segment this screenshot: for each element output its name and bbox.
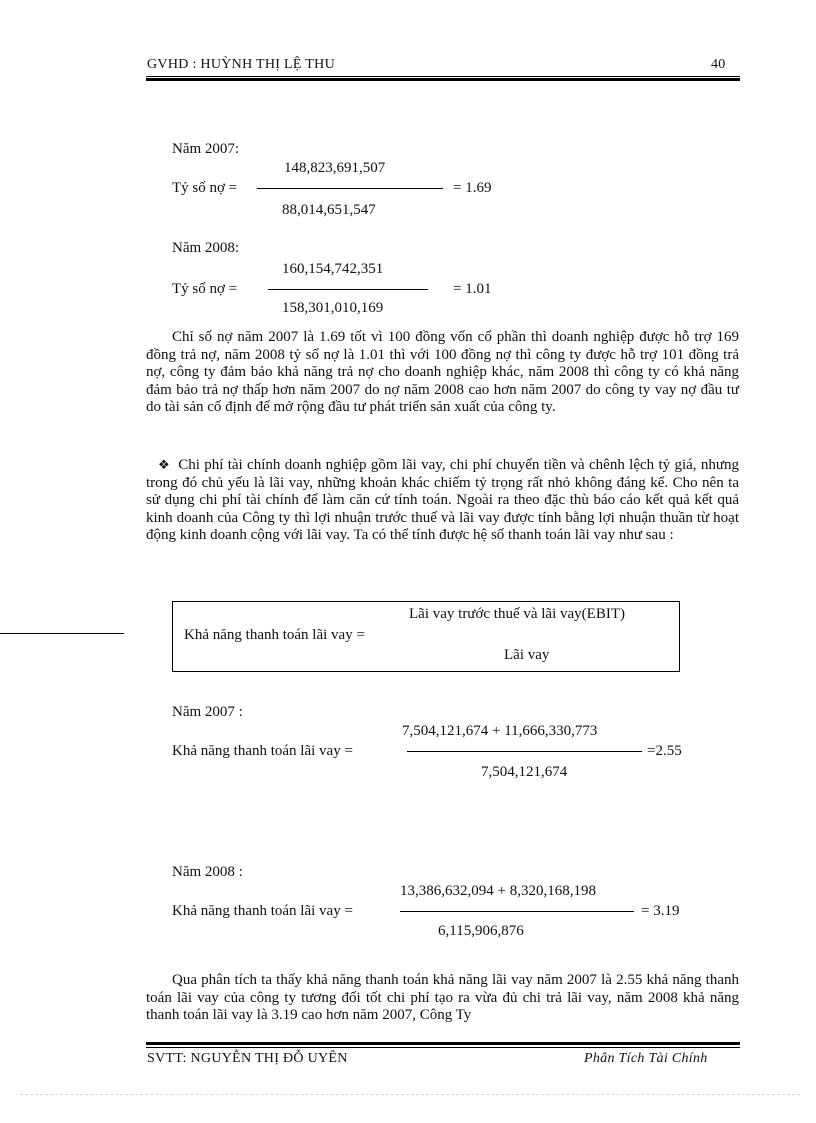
diamond-bullet-icon: ❖ <box>158 457 171 472</box>
coverage-2008-denominator: 6,115,906,876 <box>438 923 524 939</box>
fraction-line <box>268 289 428 290</box>
debt-ratio-2007-label: Tỷ số nợ = <box>172 180 238 196</box>
footer-rule-thick <box>146 1042 740 1045</box>
debt-ratio-2007-year: Năm 2007: <box>172 141 240 157</box>
footer-author: SVTT: NGUYỄN THỊ ĐỖ UYÊN <box>147 1051 348 1066</box>
header-rule-thick <box>146 78 740 81</box>
page-number: 40 <box>711 57 726 72</box>
coverage-2008-result: = 3.19 <box>641 903 680 919</box>
header-rule-thin <box>146 76 740 77</box>
debt-ratio-2008-denominator: 158,301,010,169 <box>282 300 384 316</box>
debt-ratio-2008-year: Năm 2008: <box>172 240 240 256</box>
coverage-2008-label: Khả năng thanh toán lãi vay = <box>172 903 353 919</box>
formula-numerator: Lãi vay trước thuế và lãi vay(EBIT) <box>409 606 625 622</box>
header-title: GVHD : HUỲNH THỊ LỆ THU <box>147 57 335 72</box>
coverage-2007-year: Năm 2007 : <box>172 704 243 720</box>
margin-line <box>0 633 124 634</box>
paragraph-debt-analysis: Chỉ số nợ năm 2007 là 1.69 tốt vì 100 đồng vốn cổ phần thì doanh nghiệp được hỗ trợ 169 đồng trả nợ, năm 2008 tỷ số nợ là 1.01 thì với 100 đồng nợ thì công ty được hỗ trợ 101 đồng trả nợ, công ty đảm bảo khả năng trả nợ cho doanh nghiệp khác, năm 2008 thì công ty có khả năng đảm bảo trả nợ thấp hơn năm 2007 do nợ năm 2008 cao hơn năm 2007 do công ty vay nợ đầu tư do tài sản cố định để mở rộng đầu tư phát triển sản xuất của công ty. <box>146 329 739 415</box>
fraction-line <box>407 751 642 752</box>
formula-denominator: Lãi vay <box>504 647 550 663</box>
fraction-line <box>257 188 443 189</box>
paragraph-financial-costs-text: Chi phí tài chính doanh nghiệp gồm lãi vay, chi phí chuyển tiền và chênh lệch tỷ giá, nhưng trong đó chủ yếu là lãi vay, những khoản khác chiếm tỷ trọng rất nhỏ không đáng kể. Cho nên ta sử dụng chi phí tài chính để làm căn cứ tính toán. Ngoài ra theo đặc thù báo cáo kết quả kết quả kinh doanh của Công ty thì lợi nhuận trước thuế và lãi vay được tính bằng lợi nhuận thuần từ hoạt động kinh doanh cộng với lãi vay. Ta có thể tính được hệ số thanh toán lãi vay như sau : <box>146 457 739 543</box>
coverage-2007-numerator: 7,504,121,674 + 11,666,330,773 <box>402 723 598 739</box>
footer-rule-thin <box>146 1047 740 1048</box>
formula-label: Khả năng thanh toán lãi vay = <box>184 627 365 643</box>
coverage-2007-denominator: 7,504,121,674 <box>481 764 568 780</box>
paragraph-coverage-analysis: Qua phân tích ta thấy khả năng thanh toán khả năng lãi vay năm 2007 là 2.55 khả năng thanh toán lãi vay của công ty tương đối tốt chi phí tạo ra vừa đủ chi trả lãi vay, năm 2008 khả năng thanh toán lãi vay là 3.19 cao hơn năm 2007, Công Ty <box>146 972 739 1023</box>
coverage-2008-numerator: 13,386,632,094 + 8,320,168,198 <box>400 883 596 899</box>
coverage-2007-result: =2.55 <box>647 743 682 759</box>
coverage-2008-year: Năm 2008 : <box>172 864 243 880</box>
debt-ratio-2007-denominator: 88,014,651,547 <box>282 202 376 218</box>
footer-section: Phân Tích Tài Chính <box>584 1051 708 1066</box>
paragraph-financial-costs <box>146 456 739 545</box>
debt-ratio-2008-numerator: 160,154,742,351 <box>282 261 384 277</box>
fraction-line <box>400 911 634 912</box>
debt-ratio-2008-result: = 1.01 <box>453 281 492 297</box>
debt-ratio-2007-numerator: 148,823,691,507 <box>284 160 386 176</box>
debt-ratio-2007-result: = 1.69 <box>453 180 492 196</box>
page-boundary <box>20 1094 800 1095</box>
debt-ratio-2008-label: Tỷ số nợ = <box>172 281 238 297</box>
coverage-2007-label: Khả năng thanh toán lãi vay = <box>172 743 353 759</box>
